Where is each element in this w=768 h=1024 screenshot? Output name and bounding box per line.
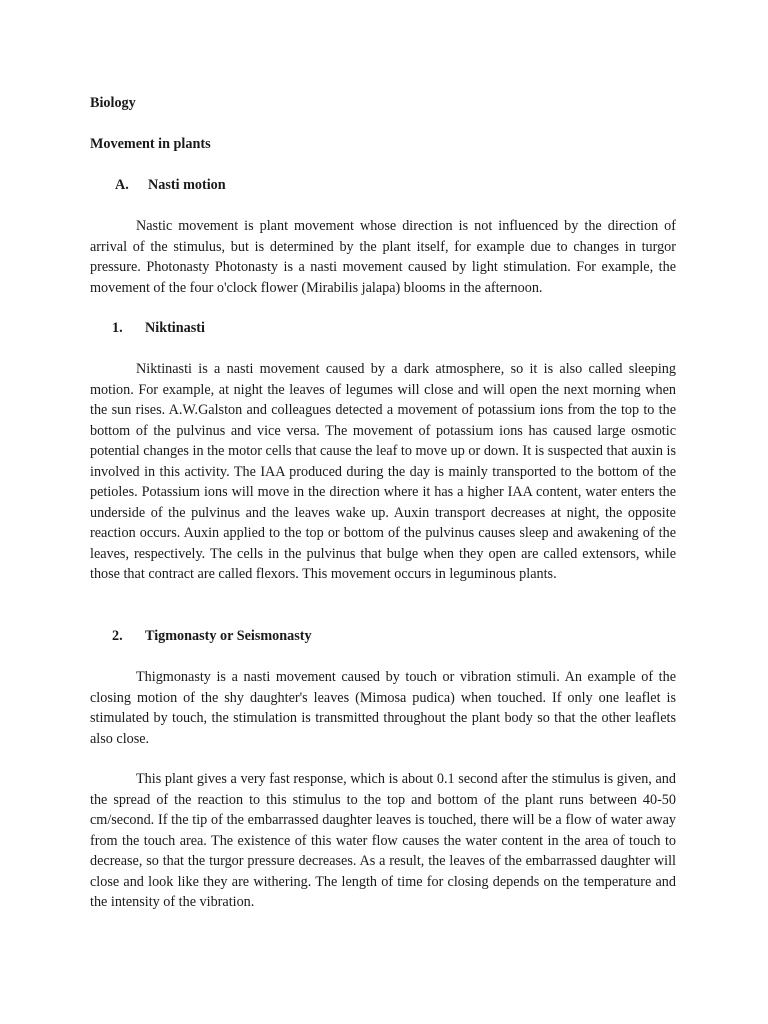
section-a-marker: A. bbox=[115, 177, 129, 193]
section-2-paragraph-1: Thigmonasty is a nasti movement caused by touch or vibration stimuli. An example of the closing motion of the shy daughter's leaves (Mimosa pudica) when touched. If only one leaflet is stimulated by touch, the stimulation is transmitted throughout the plant body so that the other leaflets also close. bbox=[90, 669, 676, 747]
subject-heading: Biology bbox=[90, 95, 136, 111]
section-2-paragraph-2: This plant gives a very fast response, which is about 0.1 second after the stimulus is given, and the spread of the reaction to this stimulus to the top and bottom of the plant runs between 40-50 cm/second. If the tip of the embarrassed daughter leaves is touched, there will be a flow of water away from the touch area. The existence of this water flow causes the water content in the area of touch to decrease, so that the turgor pressure decreases. As a result, the leaves of the embarrassed daughter will close and look like they are withering. The length of time for closing depends on the temperature and the intensity of the vibration. bbox=[90, 771, 676, 910]
section-2-title: Tigmonasty or Seismonasty bbox=[145, 628, 312, 644]
section-1-marker: 1. bbox=[112, 320, 123, 336]
section-a-paragraph: Nastic movement is plant movement whose direction is not influenced by the direction of arrival of the stimulus, but is determined by the plant itself, for example due to changes in turgor pressure. Photonasty Photonasty is a nasti movement caused by light stimulation. For example, the movement of the four o'clock flower (Mirabilis jalapa) blooms in the afternoon. bbox=[90, 218, 676, 296]
topic-heading: Movement in plants bbox=[90, 136, 211, 152]
section-2-heading bbox=[112, 626, 312, 647]
section-1-heading bbox=[112, 318, 205, 339]
section-1-title: Niktinasti bbox=[145, 320, 205, 336]
section-a-title: Nasti motion bbox=[148, 177, 226, 193]
section-2-marker: 2. bbox=[112, 628, 123, 644]
section-1-paragraph: Niktinasti is a nasti movement caused by a dark atmosphere, so it is also called sleeping motion. For example, at night the leaves of legumes will close and will open the next morning when the sun rises. A.W.Galston and colleagues detected a movement of potassium ions from the top to the bottom of the pulvinus and vice versa. The movement of potassium ions has caused large osmotic potential changes in the motor cells that cause the leaf to move up or down. It is suspected that auxin is involved in this activity. The IAA produced during the day is mainly transported to the bottom of the petioles. Potassium ions will move in the direction where it has a higher IAA content, water enters the underside of the pulvinus and the leaves wake up. Auxin transport decreases at night, the opposite reaction occurs. Auxin applied to the top or bottom of the pulvinus causes sleep and awakening of the leaves, respectively. The cells in the pulvinus that bulge when they open are called extensors, while those that contract are called flexors. This movement occurs in leguminous plants. bbox=[90, 361, 676, 582]
section-a-heading bbox=[115, 175, 226, 196]
